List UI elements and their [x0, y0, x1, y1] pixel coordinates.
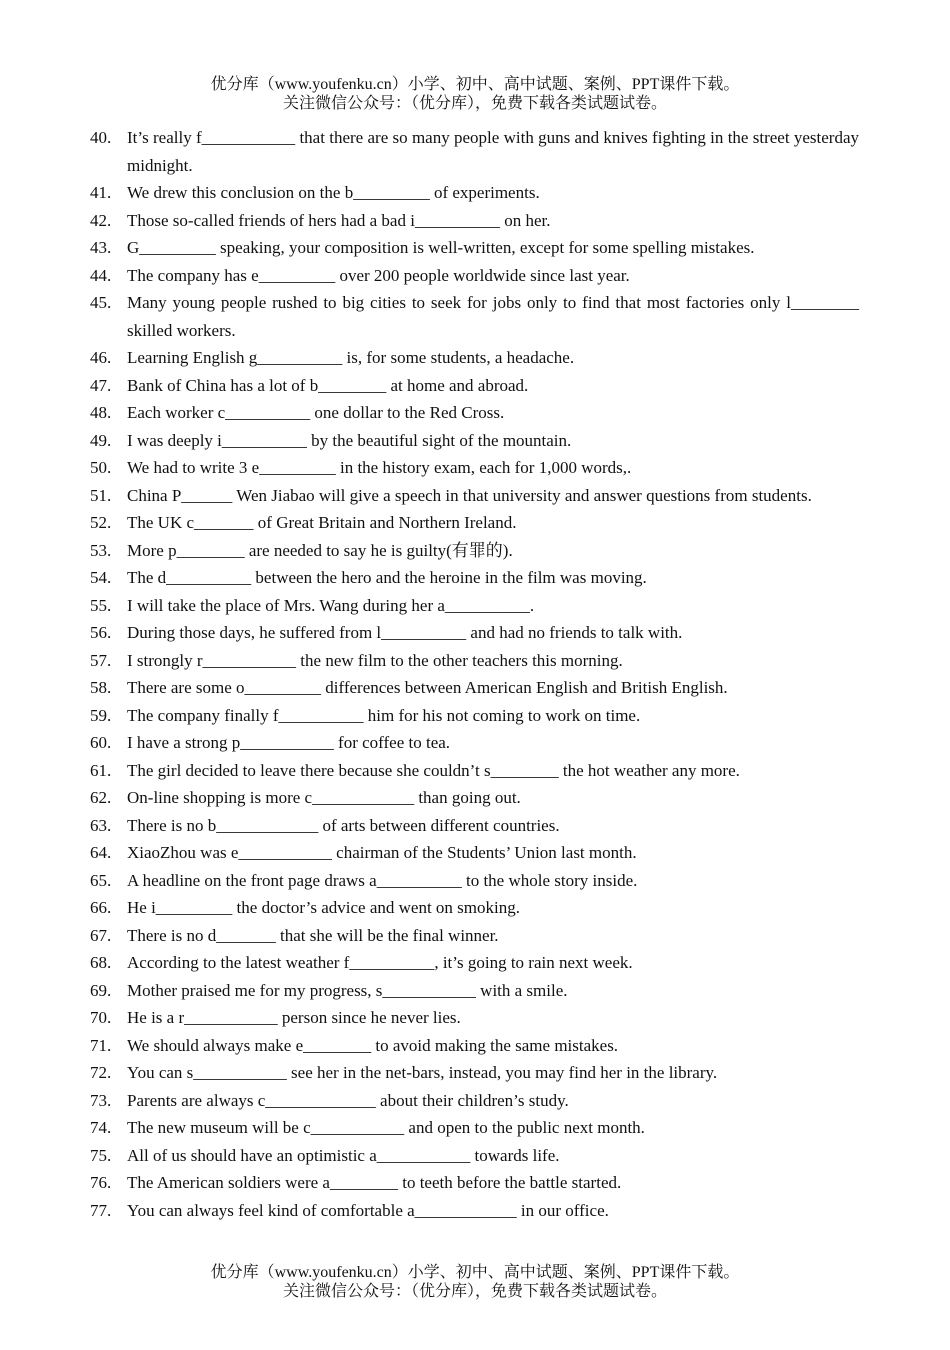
question-number: 74.: [90, 1118, 112, 1137]
question-item: [90, 1004, 859, 1032]
question-number: 69.: [90, 980, 112, 1000]
question-item: [90, 784, 859, 812]
question-item: [90, 674, 859, 702]
question-number: 41.: [90, 183, 112, 202]
question-number: 58.: [90, 678, 112, 697]
question-text: There are some o_________ differences between American English and British English.: [127, 678, 728, 697]
question-text: There is no b____________ of arts between different countries.: [127, 815, 560, 835]
page-header: [0, 75, 950, 113]
question-text: Bank of China has a lot of b________ at home and abroad.: [127, 375, 529, 395]
question-text: Those so-called friends of hers had a bad i__________ on her.: [127, 210, 551, 230]
question-text: I will take the place of Mrs. Wang during her a__________.: [127, 595, 535, 615]
question-number: 53.: [90, 540, 112, 560]
question-text: More p________ are needed to say he is guilty(有罪的).: [127, 540, 513, 560]
question-number: 62.: [90, 788, 112, 807]
question-text: You can always feel kind of comfortable a____________ in our office.: [127, 1200, 609, 1220]
question-item: [90, 894, 859, 922]
question-number: 40.: [90, 128, 112, 147]
question-number: 77.: [90, 1200, 112, 1220]
question-text: I was deeply i__________ by the beautiful sight of the mountain.: [127, 430, 572, 450]
page-footer: [0, 1263, 950, 1301]
question-text: It’s really f___________ that there are so many people with guns and knives fighting in the street yesterday midnight.: [127, 128, 859, 175]
question-text: According to the latest weather f__________, it’s going to rain next week.: [127, 953, 633, 972]
question-number: 71.: [90, 1035, 112, 1055]
question-item: [90, 537, 859, 565]
question-number: 67.: [90, 925, 112, 945]
question-item: [90, 977, 859, 1005]
question-text: Parents are always c_____________ about their children’s study.: [127, 1090, 569, 1110]
question-text: We had to write 3 e_________ in the history exam, each for 1,000 words,.: [127, 458, 632, 477]
question-number: 66.: [90, 898, 112, 917]
question-item: [90, 427, 859, 455]
question-number: 60.: [90, 733, 112, 752]
footer-line-2: 关注微信公众号：（优分库），免费下载各类试题试卷。: [282, 1283, 667, 1300]
question-item: [90, 289, 859, 344]
question-text: G_________ speaking, your composition is well-written, except for some spelling mistakes.: [127, 238, 755, 257]
question-number: 44.: [90, 265, 112, 285]
question-number: 50.: [90, 458, 112, 477]
question-text: We drew this conclusion on the b_________ of experiments.: [127, 183, 540, 202]
question-item: [90, 647, 859, 675]
question-item: [90, 234, 859, 262]
question-item: [90, 729, 859, 757]
question-text: The company has e_________ over 200 people worldwide since last year.: [127, 265, 630, 285]
question-item: [90, 207, 859, 235]
question-number: 43.: [90, 238, 112, 257]
question-item: [90, 179, 859, 207]
question-item: [90, 1114, 859, 1142]
question-number: 46.: [90, 348, 112, 367]
question-number: 65.: [90, 870, 112, 890]
question-item: [90, 812, 859, 840]
question-item: [90, 482, 859, 510]
question-item: [90, 1032, 859, 1060]
question-number: 51.: [90, 485, 112, 505]
question-item: [90, 1169, 859, 1197]
question-text: On-line shopping is more c____________ than going out.: [127, 788, 521, 807]
footer-line-1: 优分库（www.youfenku.cn）小学、初中、高中试题、案例、PPT课件下载。: [210, 1264, 740, 1281]
question-number: 59.: [90, 705, 112, 725]
question-item: [90, 454, 859, 482]
question-number: 45.: [90, 293, 112, 312]
question-text: XiaoZhou was e___________ chairman of the Students’ Union last month.: [127, 843, 637, 862]
question-item: [90, 1197, 859, 1225]
question-number: 64.: [90, 843, 112, 862]
question-number: 63.: [90, 815, 112, 835]
question-number: 52.: [90, 513, 112, 532]
question-number: 61.: [90, 760, 112, 780]
question-number: 75.: [90, 1145, 112, 1165]
question-text: The d__________ between the hero and the heroine in the film was moving.: [127, 568, 647, 587]
question-number: 54.: [90, 568, 112, 587]
question-text: During those days, he suffered from l__________ and had no friends to talk with.: [127, 623, 683, 642]
question-item: [90, 262, 859, 290]
question-item: [90, 1059, 859, 1087]
question-item: [90, 399, 859, 427]
question-text: You can s___________ see her in the net-bars, instead, you may find her in the library.: [127, 1063, 718, 1082]
question-item: [90, 124, 859, 179]
question-text: We should always make e________ to avoid making the same mistakes.: [127, 1035, 619, 1055]
question-number: 48.: [90, 403, 112, 422]
question-text: The girl decided to leave there because she couldn’t s________ the hot weather any more.: [127, 760, 740, 780]
question-text: There is no d_______ that she will be the final winner.: [127, 925, 499, 945]
question-item: [90, 757, 859, 785]
question-item: [90, 867, 859, 895]
question-item: [90, 1087, 859, 1115]
question-text: A headline on the front page draws a__________ to the whole story inside.: [127, 870, 638, 890]
question-number: 70.: [90, 1008, 112, 1027]
question-text: I have a strong p___________ for coffee to tea.: [127, 733, 451, 752]
question-item: [90, 619, 859, 647]
question-text: China P______ Wen Jiabao will give a speech in that university and answer questions from students.: [127, 485, 812, 505]
question-text: Each worker c__________ one dollar to the Red Cross.: [127, 403, 505, 422]
header-line-1: 优分库（www.youfenku.cn）小学、初中、高中试题、案例、PPT课件下载。: [210, 76, 740, 93]
question-item: [90, 839, 859, 867]
question-item: [90, 344, 859, 372]
question-item: [90, 922, 859, 950]
question-item: [90, 372, 859, 400]
question-number: 73.: [90, 1090, 112, 1110]
question-text: He is a r___________ person since he never lies.: [127, 1008, 461, 1027]
question-text: Many young people rushed to big cities to seek for jobs only to find that most factories only l________ skilled workers.: [127, 293, 859, 340]
question-text: Learning English g__________ is, for some students, a headache.: [127, 348, 575, 367]
question-text: He i_________ the doctor’s advice and went on smoking.: [127, 898, 520, 917]
question-number: 49.: [90, 430, 112, 450]
question-text: I strongly r___________ the new film to the other teachers this morning.: [127, 650, 623, 670]
question-number: 72.: [90, 1063, 112, 1082]
question-item: [90, 949, 859, 977]
question-text: The UK c_______ of Great Britain and Northern Ireland.: [127, 513, 517, 532]
question-number: 55.: [90, 595, 112, 615]
question-item: [90, 564, 859, 592]
question-number: 56.: [90, 623, 112, 642]
question-text: The American soldiers were a________ to teeth before the battle started.: [127, 1173, 622, 1192]
question-number: 47.: [90, 375, 112, 395]
question-text: The new museum will be c___________ and open to the public next month.: [127, 1118, 645, 1137]
question-number: 68.: [90, 953, 112, 972]
question-text: All of us should have an optimistic a___________ towards life.: [127, 1145, 560, 1165]
header-line-2: 关注微信公众号：（优分库），免费下载各类试题试卷。: [282, 95, 667, 112]
question-number: 57.: [90, 650, 112, 670]
question-list: [90, 124, 859, 1224]
question-text: The company finally f__________ him for his not coming to work on time.: [127, 705, 641, 725]
question-number: 42.: [90, 210, 112, 230]
question-item: [90, 509, 859, 537]
question-number: 76.: [90, 1173, 112, 1192]
question-item: [90, 702, 859, 730]
question-item: [90, 592, 859, 620]
question-text: Mother praised me for my progress, s___________ with a smile.: [127, 980, 568, 1000]
question-item: [90, 1142, 859, 1170]
